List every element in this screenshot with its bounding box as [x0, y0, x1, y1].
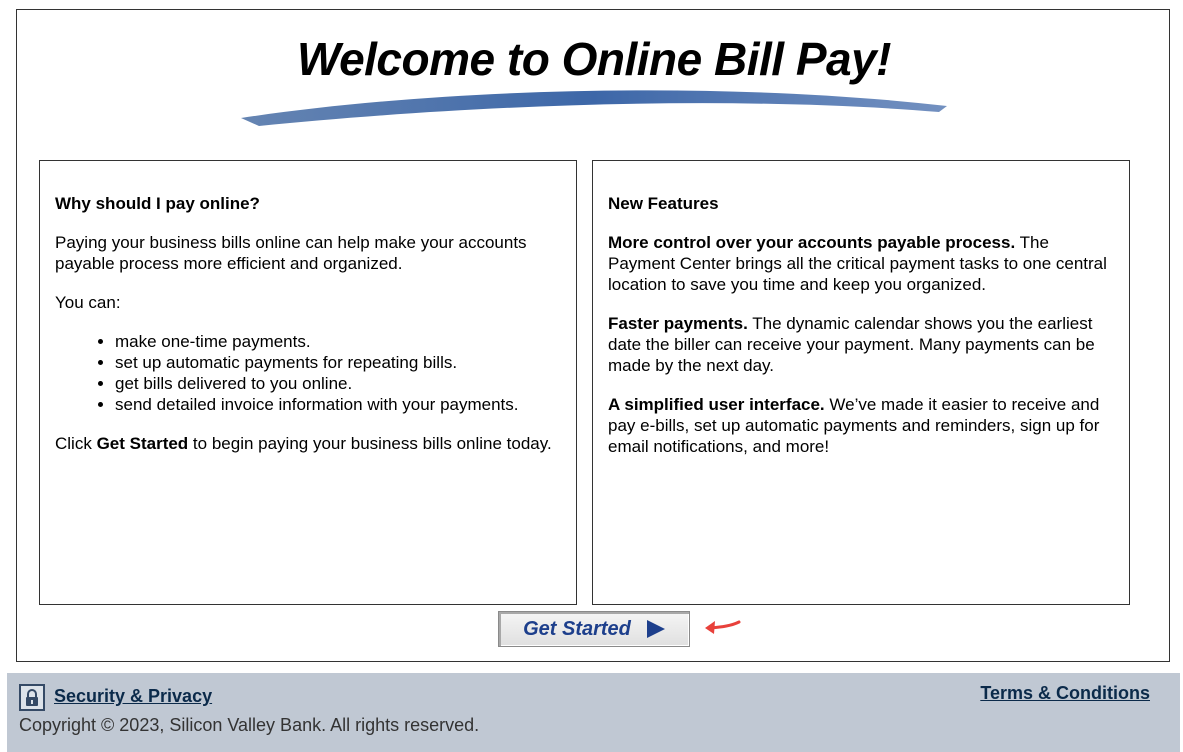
feature-item: [608, 394, 1114, 457]
why-pay-online-panel: [39, 160, 577, 605]
list-item: • make one-time payments.: [115, 331, 561, 352]
feature-text: The Payment Center brings all the critical payment tasks to one central location to save you time and keep you organized.: [608, 233, 1107, 294]
security-badge[interactable]: [19, 684, 45, 711]
copyright-text: Copyright © 2023, Silicon Valley Bank. All rights reserved.: [19, 715, 480, 735]
why-pay-online-heading: Why should I pay online?: [55, 194, 260, 213]
benefits-list: [55, 331, 561, 415]
list-item: • set up automatic payments for repeating bills.: [115, 352, 561, 373]
page-title: Welcome to Online Bill Pay!: [296, 33, 891, 85]
lock-icon: [24, 689, 40, 707]
list-item: • get bills delivered to you online.: [115, 373, 561, 394]
why-pay-online-intro: Paying your business bills online can help make your accounts payable process more efficient and organized.: [55, 233, 527, 273]
welcome-banner: [239, 32, 949, 142]
cta-bold: Get Started: [96, 434, 189, 453]
cta-suffix: to begin paying your business bills online today.: [188, 434, 552, 453]
bill-pay-welcome-container: [16, 9, 1170, 662]
feature-text: The dynamic calendar shows you the earliest date the biller can receive your payment. Many payments can be made by the next day.: [608, 314, 1095, 375]
cta-prefix: Click: [55, 434, 97, 453]
new-features-heading: New Features: [608, 194, 719, 213]
new-features-panel: [592, 160, 1130, 605]
feature-title: Faster payments.: [608, 314, 748, 333]
get-started-instruction: [55, 433, 561, 454]
get-started-label: Get Started: [523, 617, 631, 640]
feature-item: [608, 232, 1114, 295]
feature-item: [608, 313, 1114, 376]
feature-text: We’ve made it easier to receive and pay e-bills, set up automatic payments and reminders, sign up for email notifications, and more!: [608, 395, 1100, 456]
you-can-label: You can:: [55, 293, 121, 312]
footer: [7, 673, 1180, 752]
security-privacy-link[interactable]: Security & Privacy: [54, 686, 213, 706]
feature-title: A simplified user interface.: [608, 395, 825, 414]
terms-conditions-link[interactable]: Terms & Conditions: [980, 683, 1150, 703]
get-started-button[interactable]: [498, 611, 690, 647]
red-arrow-icon: [703, 616, 743, 638]
list-item: • send detailed invoice information with your payments.: [115, 394, 561, 415]
play-arrow-icon: [647, 620, 665, 638]
feature-title: More control over your accounts payable process.: [608, 233, 1016, 252]
